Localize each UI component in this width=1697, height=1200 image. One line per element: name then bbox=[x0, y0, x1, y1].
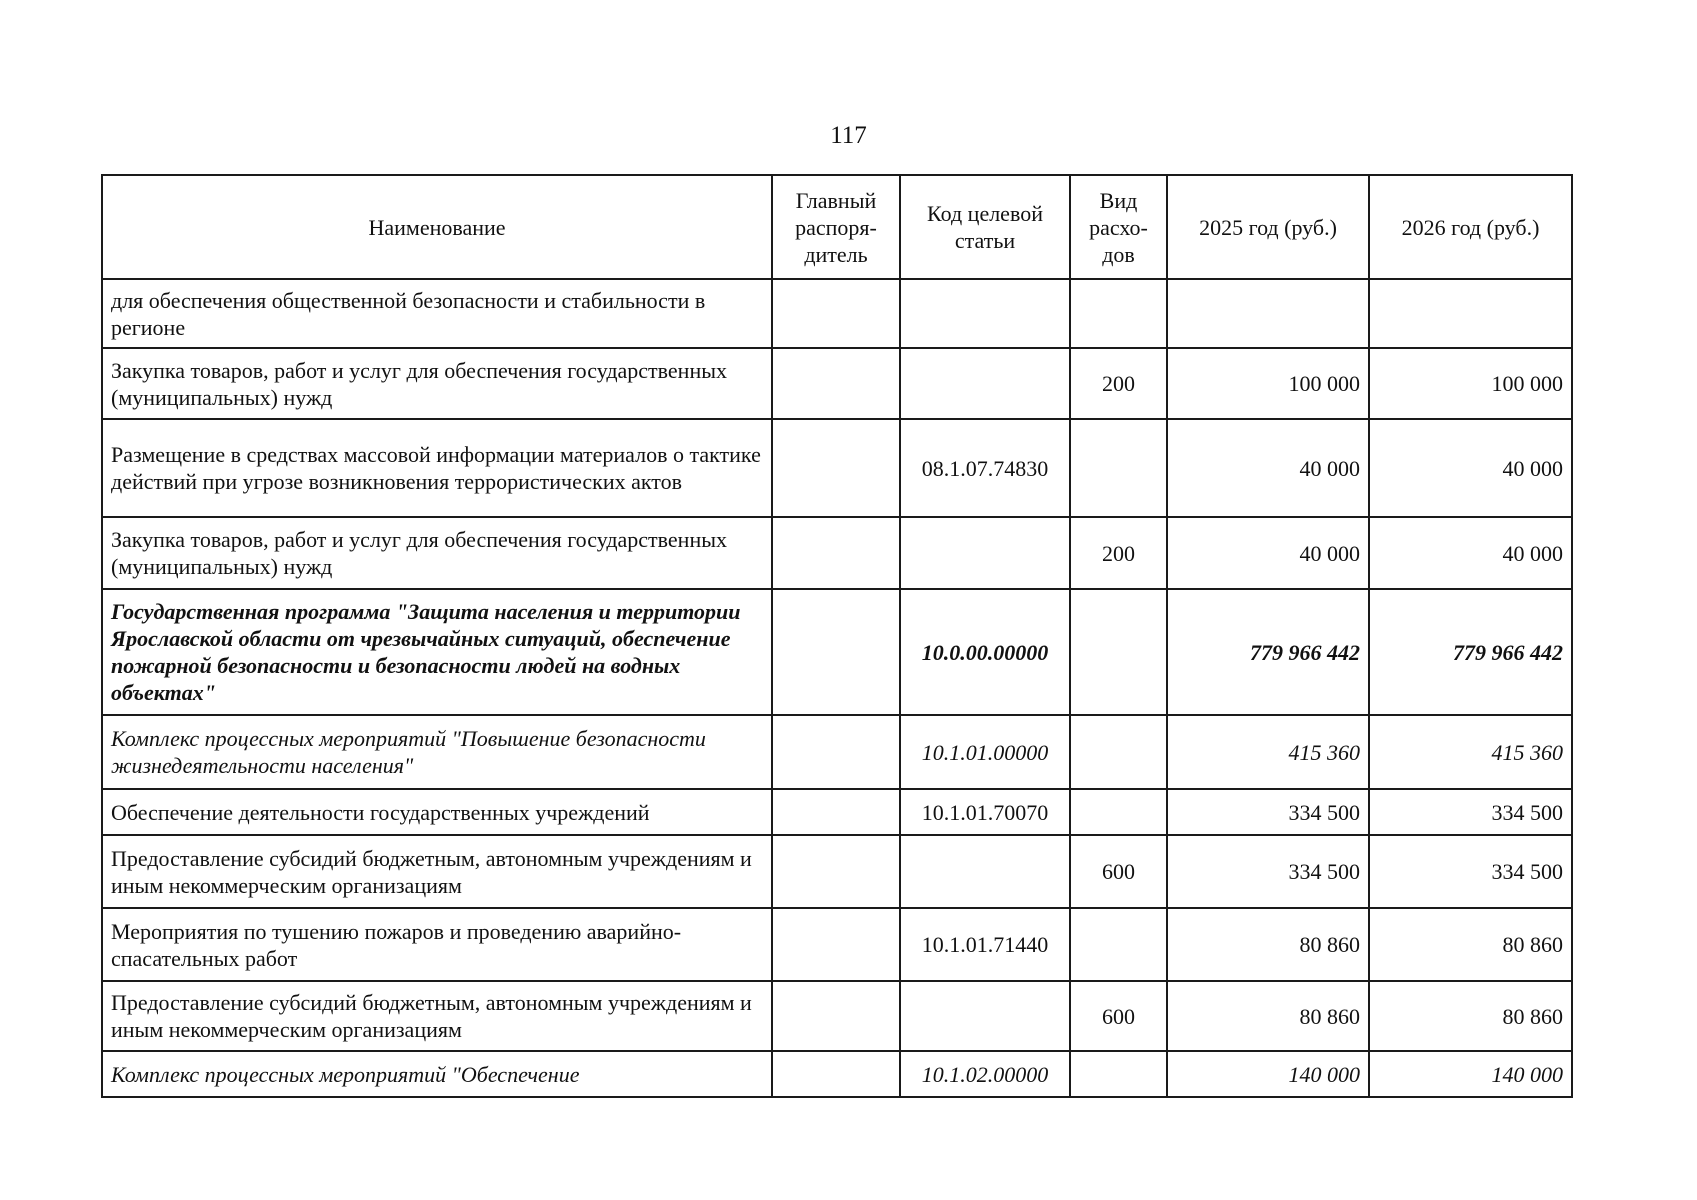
row-2026: 40 000 bbox=[1369, 419, 1572, 517]
table-row-complex bbox=[102, 1051, 1572, 1097]
row-code: 10.1.02.00000 bbox=[900, 1051, 1070, 1097]
header-main-distributor: Главный распоря-дитель bbox=[772, 175, 900, 279]
row-name: Закупка товаров, работ и услуг для обеспечения государственных (муниципальных) нужд bbox=[102, 517, 772, 589]
row-code bbox=[900, 279, 1070, 348]
row-expense-type: 600 bbox=[1070, 981, 1167, 1051]
row-2025: 140 000 bbox=[1167, 1051, 1369, 1097]
header-year-2026: 2026 год (руб.) bbox=[1369, 175, 1572, 279]
row-name: Предоставление субсидий бюджетным, автономным учреждениям и иным некоммерческим организациям bbox=[102, 835, 772, 908]
row-name: Мероприятия по тушению пожаров и проведению аварийно-спасательных работ bbox=[102, 908, 772, 981]
header-year-2025: 2025 год (руб.) bbox=[1167, 175, 1369, 279]
table-row-program bbox=[102, 589, 1572, 715]
row-expense-type bbox=[1070, 908, 1167, 981]
row-name: Закупка товаров, работ и услуг для обеспечения государственных (муниципальных) нужд bbox=[102, 348, 772, 419]
row-name: Государственная программа "Защита населения и территории Ярославской области от чрезвычайных ситуаций, обеспечение пожарной безопасности и безопасности людей на водных объектах" bbox=[102, 589, 772, 715]
row-2026: 415 360 bbox=[1369, 715, 1572, 789]
row-expense-type bbox=[1070, 279, 1167, 348]
row-2026: 779 966 442 bbox=[1369, 589, 1572, 715]
row-distributor bbox=[772, 715, 900, 789]
row-2026: 80 860 bbox=[1369, 981, 1572, 1051]
row-expense-type bbox=[1070, 789, 1167, 835]
row-2025: 80 860 bbox=[1167, 981, 1369, 1051]
row-distributor bbox=[772, 835, 900, 908]
row-distributor bbox=[772, 789, 900, 835]
row-code bbox=[900, 981, 1070, 1051]
row-name: Комплекс процессных мероприятий "Обеспечение bbox=[102, 1051, 772, 1097]
row-code: 08.1.07.74830 bbox=[900, 419, 1070, 517]
header-expense-type: Вид расхо-дов bbox=[1070, 175, 1167, 279]
budget-table bbox=[101, 174, 1573, 1098]
row-code bbox=[900, 348, 1070, 419]
row-name: Предоставление субсидий бюджетным, автономным учреждениям и иным некоммерческим организациям bbox=[102, 981, 772, 1051]
row-2025: 40 000 bbox=[1167, 517, 1369, 589]
table-row bbox=[102, 419, 1572, 517]
row-2026 bbox=[1369, 279, 1572, 348]
row-2025 bbox=[1167, 279, 1369, 348]
row-distributor bbox=[772, 981, 900, 1051]
row-expense-type bbox=[1070, 589, 1167, 715]
row-name: Комплекс процессных мероприятий "Повышение безопасности жизнедеятельности населения" bbox=[102, 715, 772, 789]
row-name: Размещение в средствах массовой информации материалов о тактике действий при угрозе возникновения террористических актов bbox=[102, 419, 772, 517]
table-row bbox=[102, 517, 1572, 589]
row-code: 10.1.01.71440 bbox=[900, 908, 1070, 981]
row-2025: 334 500 bbox=[1167, 835, 1369, 908]
row-distributor bbox=[772, 589, 900, 715]
table-row bbox=[102, 908, 1572, 981]
row-2026: 40 000 bbox=[1369, 517, 1572, 589]
row-expense-type: 200 bbox=[1070, 517, 1167, 589]
row-2026: 80 860 bbox=[1369, 908, 1572, 981]
row-2026: 334 500 bbox=[1369, 835, 1572, 908]
table-row-complex bbox=[102, 715, 1572, 789]
row-2025: 415 360 bbox=[1167, 715, 1369, 789]
row-expense-type: 200 bbox=[1070, 348, 1167, 419]
row-distributor bbox=[772, 348, 900, 419]
row-code bbox=[900, 835, 1070, 908]
table-row bbox=[102, 981, 1572, 1051]
table-row bbox=[102, 348, 1572, 419]
row-expense-type bbox=[1070, 715, 1167, 789]
row-name: для обеспечения общественной безопасности и стабильности в регионе bbox=[102, 279, 772, 348]
table-row bbox=[102, 835, 1572, 908]
row-2026: 334 500 bbox=[1369, 789, 1572, 835]
row-distributor bbox=[772, 908, 900, 981]
row-expense-type bbox=[1070, 1051, 1167, 1097]
row-distributor bbox=[772, 279, 900, 348]
row-2026: 100 000 bbox=[1369, 348, 1572, 419]
row-2025: 80 860 bbox=[1167, 908, 1369, 981]
row-distributor bbox=[772, 1051, 900, 1097]
row-2026: 140 000 bbox=[1369, 1051, 1572, 1097]
page-number: 117 bbox=[830, 122, 867, 149]
row-distributor bbox=[772, 517, 900, 589]
row-2025: 779 966 442 bbox=[1167, 589, 1369, 715]
row-2025: 334 500 bbox=[1167, 789, 1369, 835]
table-row bbox=[102, 789, 1572, 835]
row-name: Обеспечение деятельности государственных учреждений bbox=[102, 789, 772, 835]
row-code: 10.1.01.70070 bbox=[900, 789, 1070, 835]
row-distributor bbox=[772, 419, 900, 517]
table-row bbox=[102, 279, 1572, 348]
row-2025: 40 000 bbox=[1167, 419, 1369, 517]
row-code: 10.1.01.00000 bbox=[900, 715, 1070, 789]
table-header-row bbox=[102, 175, 1572, 279]
row-2025: 100 000 bbox=[1167, 348, 1369, 419]
row-expense-type: 600 bbox=[1070, 835, 1167, 908]
row-code bbox=[900, 517, 1070, 589]
row-expense-type bbox=[1070, 419, 1167, 517]
header-name: Наименование bbox=[102, 175, 772, 279]
row-code: 10.0.00.00000 bbox=[900, 589, 1070, 715]
header-target-code: Код целевой статьи bbox=[900, 175, 1070, 279]
